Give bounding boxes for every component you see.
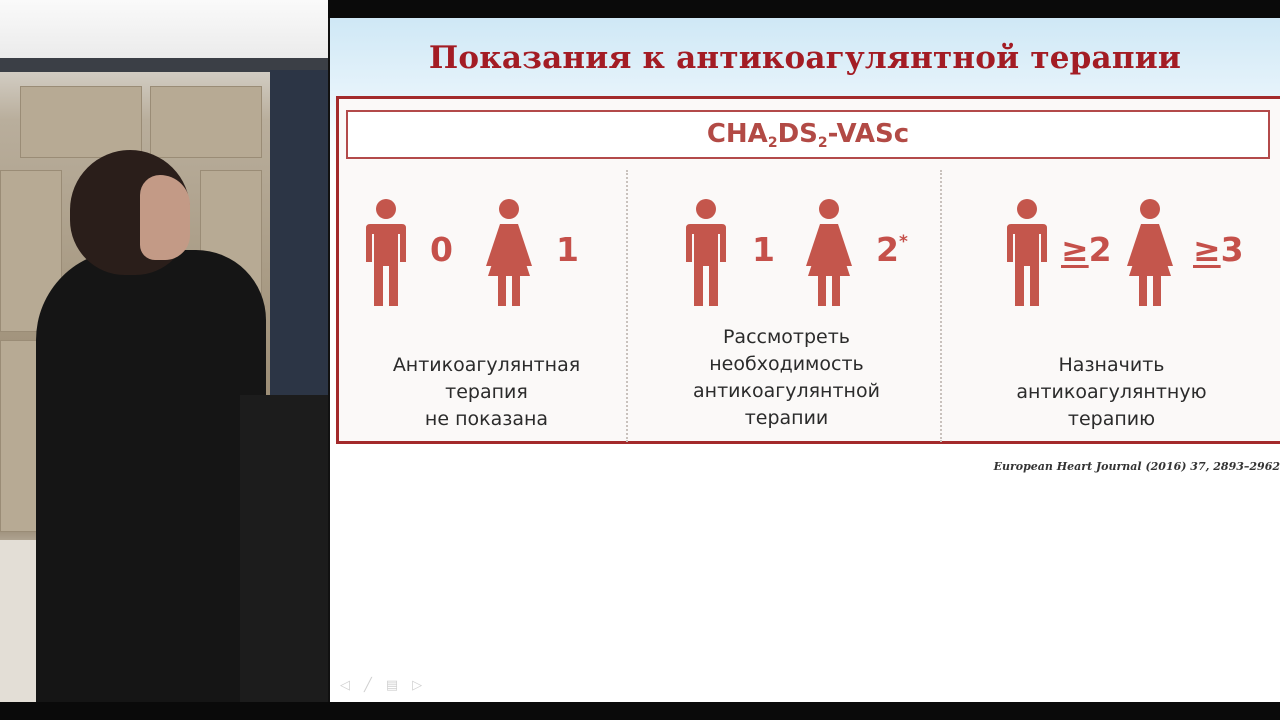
female-score-prefix: ≥ bbox=[1193, 230, 1221, 269]
score-name-sub: 2 bbox=[767, 135, 778, 151]
score-name-part: CHA bbox=[706, 119, 768, 149]
next-slide-icon[interactable]: ▷ bbox=[412, 678, 437, 693]
female-figure-icon bbox=[804, 198, 854, 308]
description-line: Антикоагулянтная bbox=[392, 354, 581, 376]
reference-citation: European Heart Journal (2016) 37, 2893–2962 bbox=[993, 460, 1280, 473]
description-line: Рассмотреть bbox=[722, 326, 851, 348]
icon-row bbox=[955, 198, 1268, 313]
female-score bbox=[876, 230, 908, 269]
description-line: не показана bbox=[424, 408, 549, 430]
speaker-video bbox=[0, 0, 328, 720]
male-score: 0 bbox=[430, 230, 453, 269]
column-consider-therapy bbox=[630, 198, 943, 442]
female-figure-icon bbox=[1125, 198, 1175, 308]
icon-row bbox=[630, 198, 943, 313]
male-score-value: 2 bbox=[1088, 230, 1112, 269]
male-figure-icon bbox=[364, 198, 408, 308]
presentation-slide bbox=[330, 18, 1280, 702]
video-bottom-letterbox bbox=[0, 702, 1280, 720]
score-name-part: -VASc bbox=[827, 119, 910, 149]
female-score-value: 3 bbox=[1220, 230, 1244, 269]
speaker-face bbox=[140, 175, 190, 260]
description-line: терапии bbox=[744, 407, 829, 429]
column-description bbox=[955, 352, 1268, 433]
previous-slide-icon[interactable]: ◁ bbox=[340, 678, 364, 693]
description-line: антикоагулянтную bbox=[1016, 381, 1207, 403]
slide-title: Показания к антикоагулянтной терапии bbox=[428, 40, 1182, 76]
wall-panel bbox=[150, 86, 262, 158]
male-score bbox=[1061, 230, 1112, 269]
ceiling bbox=[0, 0, 328, 66]
column-description bbox=[630, 324, 943, 432]
female-score bbox=[556, 230, 579, 269]
male-figure-icon bbox=[1005, 198, 1049, 308]
score-name-sub: 2 bbox=[817, 135, 828, 151]
score-name-part: DS bbox=[777, 119, 818, 149]
menu-icon[interactable]: ▤ bbox=[385, 678, 413, 693]
column-description bbox=[330, 352, 643, 433]
description-line: терапию bbox=[1067, 408, 1156, 430]
description-line: Назначить bbox=[1058, 354, 1165, 376]
male-score-prefix: ≥ bbox=[1061, 230, 1089, 269]
description-line: необходимость bbox=[709, 353, 864, 375]
female-figure-icon bbox=[484, 198, 534, 308]
pen-icon[interactable]: ╱ bbox=[364, 678, 386, 693]
podium bbox=[240, 395, 328, 720]
wall-panel bbox=[20, 86, 142, 158]
icon-row bbox=[330, 198, 643, 313]
description-line: терапия bbox=[445, 381, 528, 403]
column-no-therapy bbox=[330, 198, 643, 442]
male-score: 1 bbox=[752, 230, 775, 269]
slide-nav-controls[interactable] bbox=[340, 678, 436, 693]
female-score-mark: * bbox=[898, 232, 908, 252]
column-prescribe-therapy bbox=[955, 198, 1268, 442]
male-figure-icon bbox=[684, 198, 728, 308]
female-score bbox=[1193, 230, 1244, 269]
female-score-value: 1 bbox=[556, 230, 579, 269]
description-line: антикоагулянтной bbox=[693, 380, 880, 402]
female-score-value: 2 bbox=[876, 230, 899, 269]
speaker-body bbox=[36, 250, 266, 720]
score-name-box bbox=[346, 110, 1270, 159]
